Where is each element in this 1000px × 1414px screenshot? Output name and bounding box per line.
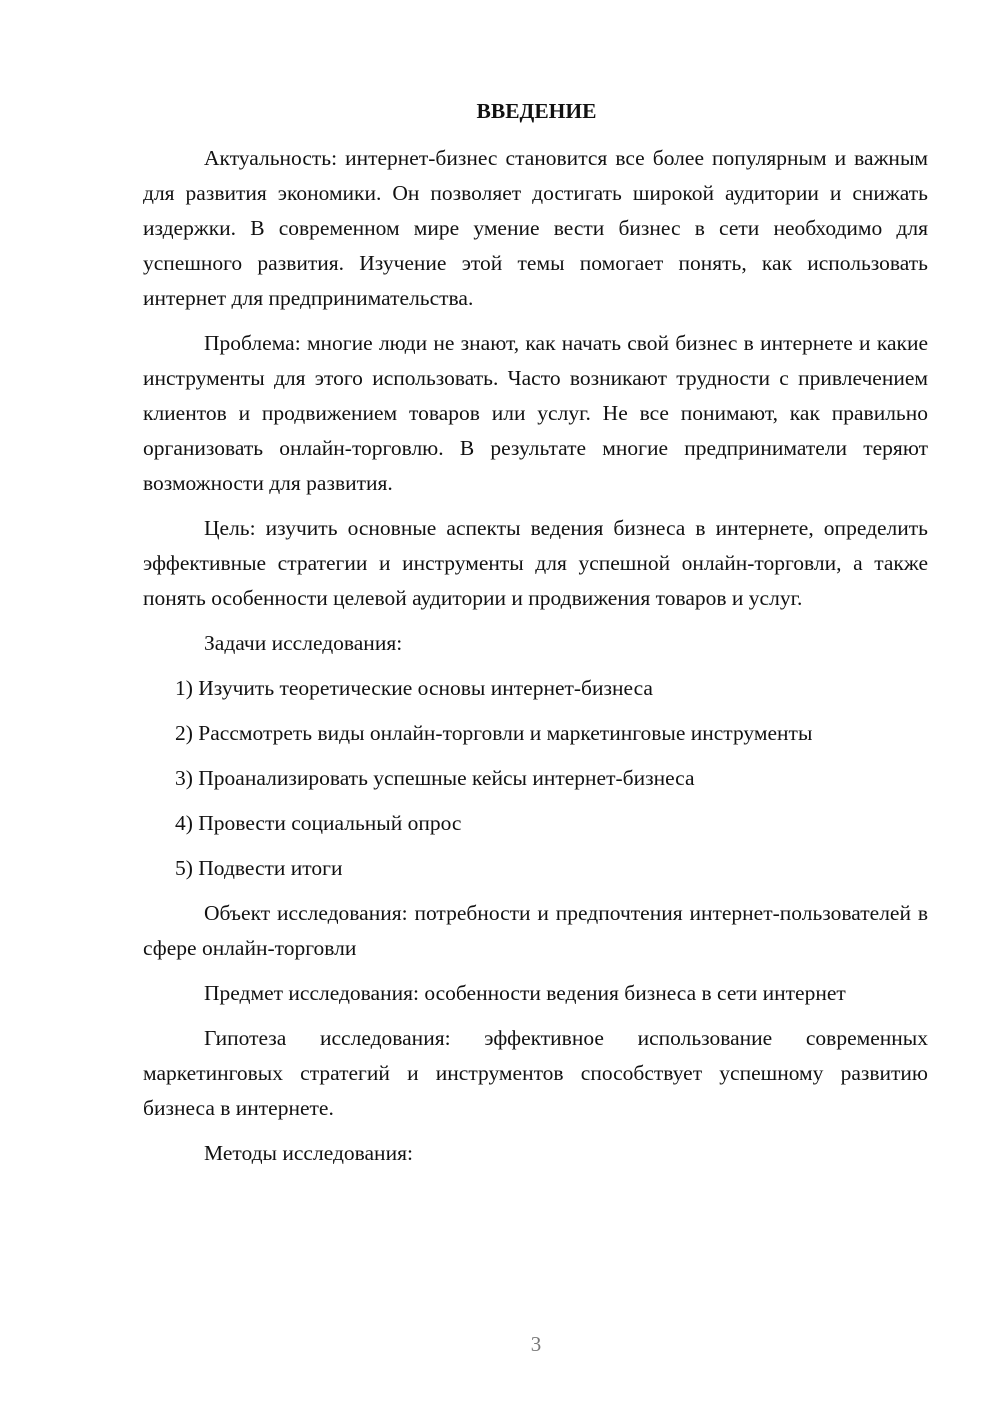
task-item-2: 2) Рассмотреть виды онлайн-торговли и маркетинговые инструменты	[175, 721, 813, 745]
task-item-1: 1) Изучить теоретические основы интернет-бизнеса	[175, 676, 653, 700]
page-number: 3	[530, 1332, 542, 1356]
tasks-label: Задачи исследования:	[204, 631, 403, 655]
task-item-3: 3) Проанализировать успешные кейсы интернет-бизнеса	[175, 766, 695, 790]
page-content	[143, 96, 928, 1181]
paragraph-problem: Проблема: многие люди не знают, как начать свой бизнес в интернете и какие инструменты для этого использовать. Часто возникают трудности с привлечением клиентов и продвижением товаров или услуг. Не все понимают, как правильно организовать онлайн-торговлю. В результате многие предприниматели теряют возможности для развития.	[143, 331, 928, 495]
tasks-list	[143, 671, 928, 886]
section-title: ВВЕДЕНИЕ	[476, 99, 597, 123]
paragraph-object: Объект исследования: потребности и предпочтения интернет-пользователей в сфере онлайн-торговли	[143, 901, 928, 960]
paragraph-hypothesis: Гипотеза исследования: эффективное использование современных маркетинговых стратегий и инструментов способствует успешному развитию бизнеса в интернете.	[143, 1026, 928, 1120]
paragraph-relevance: Актуальность: интернет-бизнес становится все более популярным и важным для развития экономики. Он позволяет достигать широкой аудитории и снижать издержки. В современном мире умение вести бизнес в сети необходимо для успешного развития. Изучение этой темы помогает понять, как использовать интернет для предпринимательства.	[143, 146, 928, 310]
paragraph-goal: Цель: изучить основные аспекты ведения бизнеса в интернете, определить эффективные стратегии и инструменты для успешной онлайн-торговли, а также понять особенности целевой аудитории и продвижения товаров и услуг.	[143, 516, 928, 610]
paragraph-subject: Предмет исследования: особенности ведения бизнеса в сети интернет	[204, 981, 846, 1005]
methods-label: Методы исследования:	[204, 1141, 413, 1165]
task-item-5: 5) Подвести итоги	[175, 856, 343, 880]
task-item-4: 4) Провести социальный опрос	[175, 811, 462, 835]
